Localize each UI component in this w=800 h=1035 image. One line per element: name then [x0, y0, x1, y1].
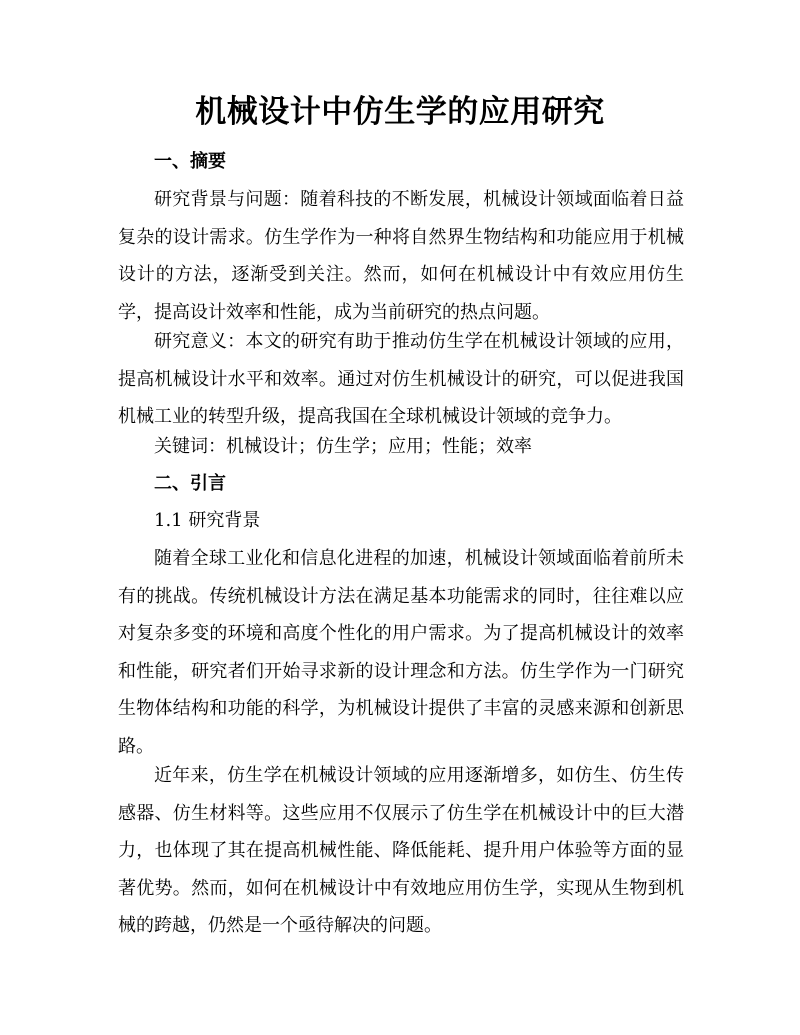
abstract-significance-paragraph: 研究意义：本文的研究有助于推动仿生学在机械设计领域的应用，提高机械设计水平和效率。通过对仿生机械设计的研究，可以促进我国机械工业的转型升级，提高我国在全球机械设计领域的竞争力。	[118, 331, 684, 427]
abstract-background-paragraph: 研究背景与问题：随着科技的不断发展，机械设计领域面临着日益复杂的设计需求。仿生学作为一种将自然界生物结构和功能应用于机械设计的方法，逐渐受到关注。然而，如何在机械设计中有效应用仿生学，提高设计效率和性能，成为当前研究的热点问题。	[118, 189, 684, 323]
keywords-line: 关键词：机械设计；仿生学；应用；性能；效率	[154, 436, 532, 457]
subsection-heading-background: 1.1 研究背景	[154, 510, 261, 531]
section-heading-introduction: 二、引言	[154, 473, 226, 494]
document-title: 机械设计中仿生学的应用研究	[195, 94, 605, 130]
intro-paragraph-1: 随着全球工业化和信息化进程的加速，机械设计领域面临着前所未有的挑战。传统机械设计方法在满足基本功能需求的同时，往往难以应对复杂多变的环境和高度个性化的用户需求。为了提高机械设计的效率和性能，研究者们开始寻求新的设计理念和方法。仿生学作为一门研究生物体结构和功能的科学，为机械设计提供了丰富的灵感来源和创新思路。	[118, 548, 684, 757]
intro-paragraph-2: 近年来，仿生学在机械设计领域的应用逐渐增多，如仿生、仿生传感器、仿生材料等。这些应用不仅展示了仿生学在机械设计中的巨大潜力，也体现了其在提高机械性能、降低能耗、提升用户体验等方面的显著优势。然而，如何在机械设计中有效地应用仿生学，实现从生物到机械的跨越，仍然是一个亟待解决的问题。	[118, 765, 684, 936]
section-heading-abstract: 一、摘要	[154, 151, 226, 172]
